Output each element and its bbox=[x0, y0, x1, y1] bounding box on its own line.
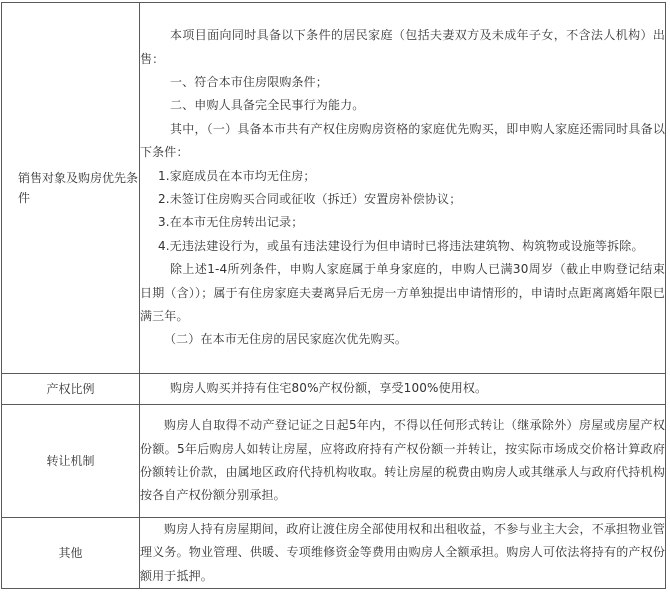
table-row-ownership-ratio bbox=[2, 374, 666, 405]
paragraph-transfer: 购房人自取得不动产登记证之日起5年内，不得以任何形式转让（继承除外）房屋或房屋产权份额。5年后购房人如转让房屋，应将政府持有产权份额一并转让，按实际市场成交价格计算政府份额转让价款，由属地区政府代持机构收取。转让房屋的税费由购房人或其继承人与政府代持机构按各自产权份额分别承担。 bbox=[140, 418, 665, 503]
paragraph-condition-2: 二、申购人具备完全民事行为能力。 bbox=[170, 98, 365, 113]
row-label-transfer: 转让机制 bbox=[2, 405, 140, 518]
row-label-ownership-ratio: 产权比例 bbox=[2, 374, 140, 405]
row-content-sale-target bbox=[140, 3, 666, 374]
row-label-other: 其他 bbox=[2, 518, 140, 589]
paragraph-other: 购房人持有房屋期间，政府让渡住房全部使用权和出租收益，不参与业主大会，不承担物业管理义务。物业管理、供暖、专项维修资金等费用由购房人全额承担。购房人可依法将持有的产权份额用于抵押。 bbox=[140, 522, 665, 583]
row-content-other bbox=[140, 518, 666, 589]
paragraph-priority-1: 其中，（一）具备本市共有产权住房购房资格的家庭优先购买，即申购人家庭还需同时具备以下条件： bbox=[140, 121, 665, 160]
paragraph-item-3: 3.在本市无住房转出记录； bbox=[158, 215, 304, 230]
paragraph-item-1: 1.家庭成员在本市均无住房； bbox=[158, 168, 316, 183]
paragraph-intro: 本项目面向同时具备以下条件的居民家庭（包括夫妻双方及未成年子女，不含法人机构）出售： bbox=[140, 28, 665, 66]
table-row-other bbox=[2, 518, 666, 589]
paragraph-priority-2: （二）在本市无住房的居民家庭次优先购买。 bbox=[164, 332, 408, 347]
row-content-ownership-ratio bbox=[140, 374, 666, 405]
property-terms-table bbox=[1, 2, 666, 589]
paragraph-item-2: 2.未签订住房购买合同或征收（拆迁）安置房补偿协议； bbox=[158, 192, 462, 206]
paragraph-ownership-ratio: 购房人购买并持有住宅80%产权份额，享受100%使用权。 bbox=[170, 381, 488, 396]
row-label-sale-target: 销售对象及购房优先条件 bbox=[2, 3, 140, 374]
row-content-transfer bbox=[140, 405, 666, 518]
table-row-transfer bbox=[2, 405, 666, 518]
paragraph-extra-conditions: 除上述1-4所列条件，申购人家庭属于单身家庭的，申购人已满30周岁（截止申购登记结束日期（含））；属于有住房家庭夫妻离异后无房一方单独提出申请情形的，申请时点距离离婚年限已满三年。 bbox=[140, 262, 665, 324]
table-row-sale-target bbox=[2, 3, 666, 374]
paragraph-condition-1: 一、符合本市住房限购条件； bbox=[170, 74, 328, 89]
paragraph-item-4: 4.无违法建设行为，或虽有违法建设行为但申请时已将违法建筑物、构筑物或设施等拆除。 bbox=[158, 238, 644, 253]
